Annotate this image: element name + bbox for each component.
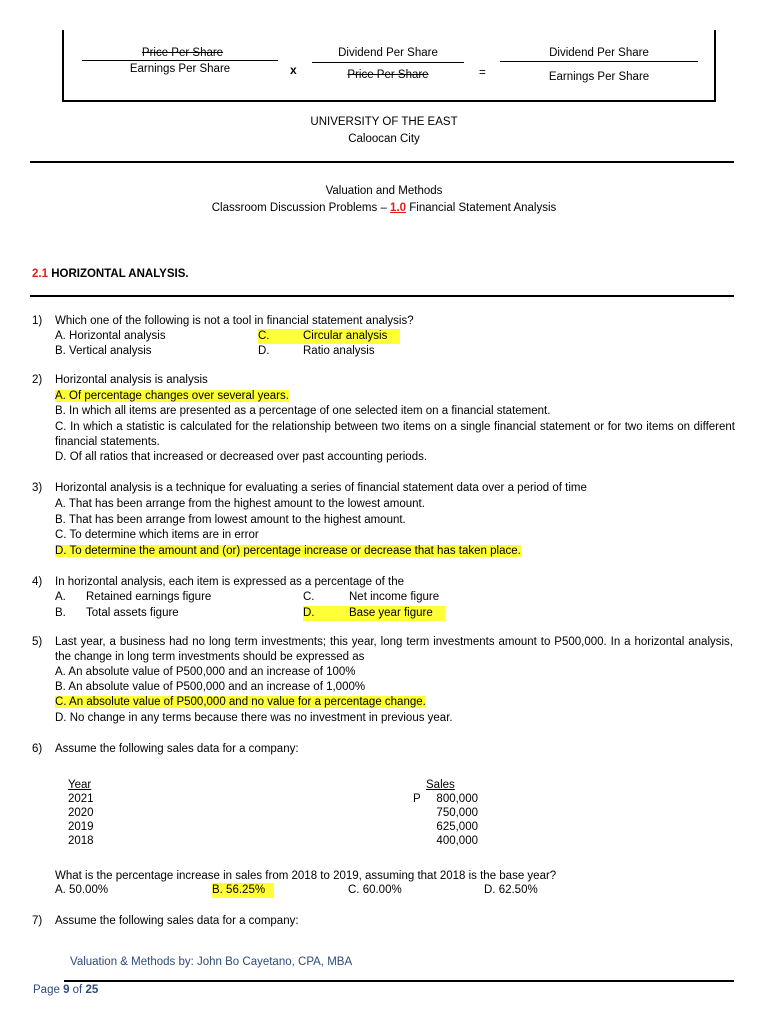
subtitle-suffix: Financial Statement Analysis: [406, 202, 557, 214]
sales-table-row-year: 2021: [68, 793, 94, 805]
q4-option-a-letter: A.: [55, 591, 66, 603]
sales-table-row-year: 2018: [68, 835, 94, 847]
q7-number: 7): [32, 915, 43, 927]
university-city: Caloocan City: [348, 133, 420, 145]
formula-2-numerator: Dividend Per Share: [338, 47, 438, 59]
q5-option-c-text: C. An absolute value of P500,000 and no value for a percentage change.: [55, 696, 426, 708]
q1-option-d: [258, 344, 400, 359]
header-divider: [30, 161, 734, 163]
footer-divider: [64, 980, 734, 982]
q4-option-d-letter: D.: [303, 607, 315, 619]
q4-number: 4): [32, 576, 43, 588]
q6-option-b: B. 56.25%: [212, 883, 274, 898]
sales-table-year-header: Year: [68, 779, 92, 791]
q3-option-a: A. That has been arrange from the highest amount to the lowest amount.: [55, 498, 425, 510]
q4-text: In horizontal analysis, each item is expressed as a percentage of the: [55, 576, 405, 588]
q3-option-d-text: D. To determine the amount and (or) percentage increase or decrease that has taken place.: [55, 545, 521, 557]
q3-option-b: B. That has been arrange from lowest amount to the highest amount.: [55, 514, 406, 526]
total-pages: 25: [85, 984, 99, 996]
document-subtitle: [0, 201, 768, 216]
q2-number: 2): [32, 374, 43, 386]
q6-option-a: A. 50.00%: [55, 884, 109, 896]
formula-3-line: [500, 61, 698, 62]
q1-option-d-letter: D.: [258, 345, 270, 357]
q4-option-d: [303, 606, 445, 621]
q4-option-b-letter: B.: [55, 607, 66, 619]
sales-table-row-sales: 750,000: [436, 807, 478, 819]
q3-number: 3): [32, 482, 43, 494]
q1-option-c-letter: C.: [258, 330, 270, 342]
q4-option-b-text: Total assets figure: [86, 607, 179, 619]
formula-1-numerator: Price Per Share: [141, 47, 224, 59]
q6-option-c: C. 60.00%: [348, 884, 402, 896]
q4-option-d-text: Base year figure: [349, 607, 433, 619]
q6-number: 6): [32, 743, 43, 755]
q2-option-d: D. Of all ratios that increased or decreased over past accounting periods.: [55, 451, 428, 463]
q2-option-c: C. In which a statistic is calculated for the relationship between two items on a single financial statement or for two items on different financial statements.: [55, 421, 735, 448]
university-name: UNIVERSITY OF THE EAST: [310, 116, 458, 128]
sales-table-row-prefix: P: [413, 793, 421, 805]
q4-option-a-text: Retained earnings figure: [86, 591, 212, 603]
q1-text: Which one of the following is not a tool in financial statement analysis?: [55, 315, 414, 327]
q1-option-c-text: Circular analysis: [303, 330, 388, 342]
q5-option-b: B. An absolute value of P500,000 and an increase of 1,000%: [55, 681, 366, 693]
section-divider: [30, 295, 734, 297]
formula-1-line: [82, 60, 278, 61]
footer-author: Valuation & Methods by: John Bo Cayetano, CPA, MBA: [70, 956, 353, 968]
times-sign: x: [290, 63, 297, 77]
formula-2-denominator: Price Per Share: [347, 69, 429, 81]
sales-table-row-sales: 400,000: [436, 835, 478, 847]
q5-text: Last year, a business had no long term investments; this year, long term investments amount to P500,000. In a horizontal analysis, the change in long term investments should be expressed as: [55, 636, 733, 663]
sales-table-row-sales: 625,000: [436, 821, 478, 833]
q6-question: What is the percentage increase in sales from 2018 to 2019, assuming that 2018 is the base year?: [55, 870, 557, 882]
q5-option-d: D. No change in any terms because there was no investment in previous year.: [55, 712, 453, 724]
q2-option-b: B. In which all items are presented as a percentage of one selected item on a financial statement.: [55, 405, 551, 417]
formula-3-numerator: Dividend Per Share: [549, 47, 649, 59]
page-label: Page: [33, 984, 64, 996]
q1-option-d-text: Ratio analysis: [303, 345, 375, 357]
q4-option-c-letter: C.: [303, 591, 315, 603]
q3-option-d: [55, 544, 521, 559]
formula-2-line: [312, 62, 464, 63]
q5-option-a: A. An absolute value of P500,000 and an increase of 100%: [55, 666, 356, 678]
equals-sign: =: [479, 67, 486, 79]
formula-3-denominator: Earnings Per Share: [548, 71, 650, 83]
q2-text: Horizontal analysis is analysis: [55, 374, 208, 386]
q1-option-b: B. Vertical analysis: [55, 345, 152, 357]
q2-option-a-text: A. Of percentage changes over several years.: [55, 390, 289, 402]
subtitle-prefix: Classroom Discussion Problems –: [211, 202, 391, 214]
current-page: 9: [63, 984, 70, 996]
q4-option-c-text: Net income figure: [349, 591, 440, 603]
q1-option-c: [258, 329, 400, 344]
course-title: Valuation and Methods: [325, 185, 443, 197]
q6-text: Assume the following sales data for a company:: [55, 743, 299, 755]
q1-option-a: A. Horizontal analysis: [55, 330, 166, 342]
section-title: HORIZONTAL ANALYSIS.: [48, 268, 189, 280]
sales-table-sales-header: Sales: [426, 779, 455, 791]
sales-table-row-year: 2019: [68, 821, 94, 833]
q1-number: 1): [32, 315, 43, 327]
formula-1-denominator: Earnings Per Share: [129, 63, 231, 75]
q6-option-d: D. 62.50%: [484, 884, 538, 896]
sales-table-row-sales: 800,000: [436, 793, 478, 805]
section-heading: [32, 267, 189, 282]
q3-option-c: C. To determine which items are in error: [55, 529, 259, 541]
q7-text: Assume the following sales data for a company:: [55, 915, 299, 927]
q2-option-a: [55, 389, 289, 404]
q5-option-c: [55, 695, 426, 710]
subtitle-number: 1.0: [390, 202, 407, 214]
page-of-label: of: [69, 984, 86, 996]
q5-number: 5): [32, 636, 43, 648]
section-number: 2.1: [32, 268, 48, 280]
q3-text: Horizontal analysis is a technique for evaluating a series of financial statement data over a period of time: [55, 482, 587, 494]
sales-table-row-year: 2020: [68, 807, 94, 819]
page-number: [33, 984, 98, 996]
